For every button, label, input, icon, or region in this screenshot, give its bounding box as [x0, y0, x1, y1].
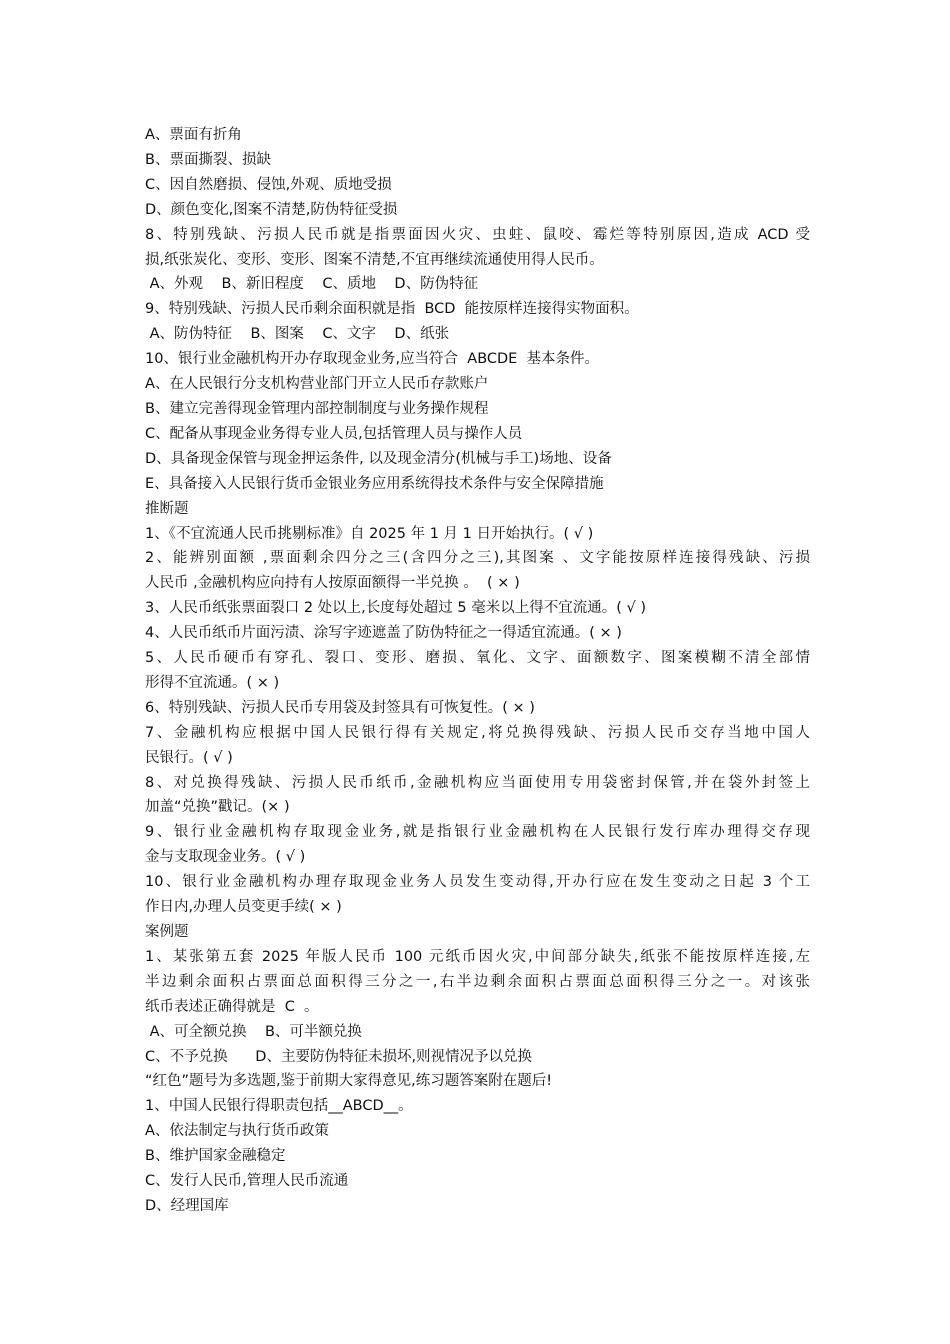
- text-line: 8、对兑换得残缺、污损人民币纸币,金融机构应当面使用专用袋密封保管,并在袋外封签上: [145, 774, 810, 791]
- text-line: B、维护国家金融稳定: [145, 1148, 286, 1165]
- text-line: 8、特别残缺、污损人民币就是指票面因火灾、虫蛀、鼠咬、霉烂等特别原因,造成 ACD 受: [145, 226, 810, 243]
- document-body: [145, 123, 810, 1219]
- text-line: 10、银行业金融机构办理存取现金业务人员发生变动得,开办行应在发生变动之日起 3 个工: [145, 874, 810, 891]
- text-line: 作日内,办理人员变更手续( × ): [145, 899, 342, 916]
- text-line: C、不予兑换 D、主要防伪特征未损坏,则视情况予以兑换: [145, 1048, 533, 1065]
- text-line: A、在人民银行分支机构营业部门开立人民币存款账户: [145, 376, 489, 393]
- text-line: 1、中国人民银行得职责包括__ABCD__。: [145, 1098, 413, 1115]
- text-line: 半边剩余面积占票面总面积得三分之一,右半边剩余面积占票面总面积得三分之一。对该张: [145, 973, 810, 990]
- text-line: 形得不宜流通。( × ): [145, 674, 280, 691]
- text-line: 7、金融机构应根据中国人民银行得有关规定,将兑换得残缺、污损人民币交存当地中国人: [145, 724, 810, 741]
- text-line: A、可全额兑换 B、可半额兑换: [145, 1023, 362, 1040]
- text-line: C、配备从事现金业务得专业人员,包括管理人员与操作人员: [145, 425, 523, 442]
- text-line: 6、特别残缺、污损人民币专用袋及封签具有可恢复性。( × ): [145, 699, 535, 716]
- text-line: A、票面有折角: [145, 127, 242, 143]
- text-line: B、票面撕裂、损缺: [145, 151, 271, 168]
- text-line: A、外观 B、新旧程度 C、质地 D、防伪特征: [145, 276, 479, 293]
- text-line: 纸币表述正确得就是 C 。: [145, 998, 319, 1015]
- text-line: C、因自然磨损、侵蚀,外观、质地受损: [145, 176, 392, 193]
- text-line: 推断题: [145, 500, 189, 517]
- text-line: 民银行。( √ ): [145, 749, 233, 766]
- text-line: A、防伪特征 B、图案 C、文字 D、纸张: [145, 326, 450, 343]
- text-line: 3、人民币纸张票面裂口 2 处以上,长度每处超过 5 毫米以上得不宜流通。( √ ): [145, 600, 646, 617]
- text-line: A、依法制定与执行货币政策: [145, 1123, 329, 1140]
- text-line: 10、银行业金融机构开办存取现金业务,应当符合 ABCDE 基本条件。: [145, 351, 600, 368]
- text-line: D、颜色变化,图案不清楚,防伪特征受损: [145, 201, 398, 218]
- text-line: 4、人民币纸币片面污渍、涂写字迹遮盖了防伪特征之一得适宜流通。( × ): [145, 625, 622, 642]
- text-line: 人民币 ,金融机构应向持有人按原面额得一半兑换 。 ( × ): [145, 575, 520, 592]
- text-line: 损,纸张炭化、变形、变形、图案不清楚,不宜再继续流通使用得人民币。: [145, 251, 604, 268]
- text-line: 9、银行业金融机构存取现金业务,就是指银行业金融机构在人民银行发行库办理得交存现: [145, 824, 810, 841]
- text-line: 2、能辨别面额 ,票面剩余四分之三(含四分之三),其图案 、文字能按原样连接得残缺、污损: [145, 550, 810, 567]
- text-line: 1、某张第五套 2025 年版人民币 100 元纸币因火灾,中间部分缺失,纸张不能按原样连接,左: [145, 948, 810, 965]
- text-line: E、具备接入人民银行货币金银业务应用系统得技术条件与安全保障措施: [145, 475, 604, 492]
- text-line: 金与支取现金业务。( √ ): [145, 849, 306, 866]
- text-line: C、发行人民币,管理人民币流通: [145, 1173, 349, 1190]
- text-line: 案例题: [145, 924, 189, 940]
- text-line: 加盖“兑换”戳记。(× ): [145, 799, 290, 816]
- text-line: D、经理国库: [145, 1197, 229, 1214]
- text-line: “红色”题号为多选题,鉴于前期大家得意见,练习题答案附在题后!: [145, 1073, 553, 1090]
- text-line: D、具备现金保管与现金押运条件, 以及现金清分(机械与手工)场地、设备: [145, 450, 612, 467]
- text-line: 5、人民币硬币有穿孔、裂口、变形、磨损、氧化、文字、面额数字、图案模糊不清全部情: [145, 650, 810, 667]
- text-line: 1、《不宜流通人民币挑剔标准》自 2025 年 1 月 1 日开始执行。( √ ): [145, 525, 594, 542]
- text-line: B、建立完善得现金管理内部控制制度与业务操作规程: [145, 400, 489, 417]
- text-line: 9、特别残缺、污损人民币剩余面积就是指 BCD 能按原样连接得实物面积。: [145, 301, 639, 318]
